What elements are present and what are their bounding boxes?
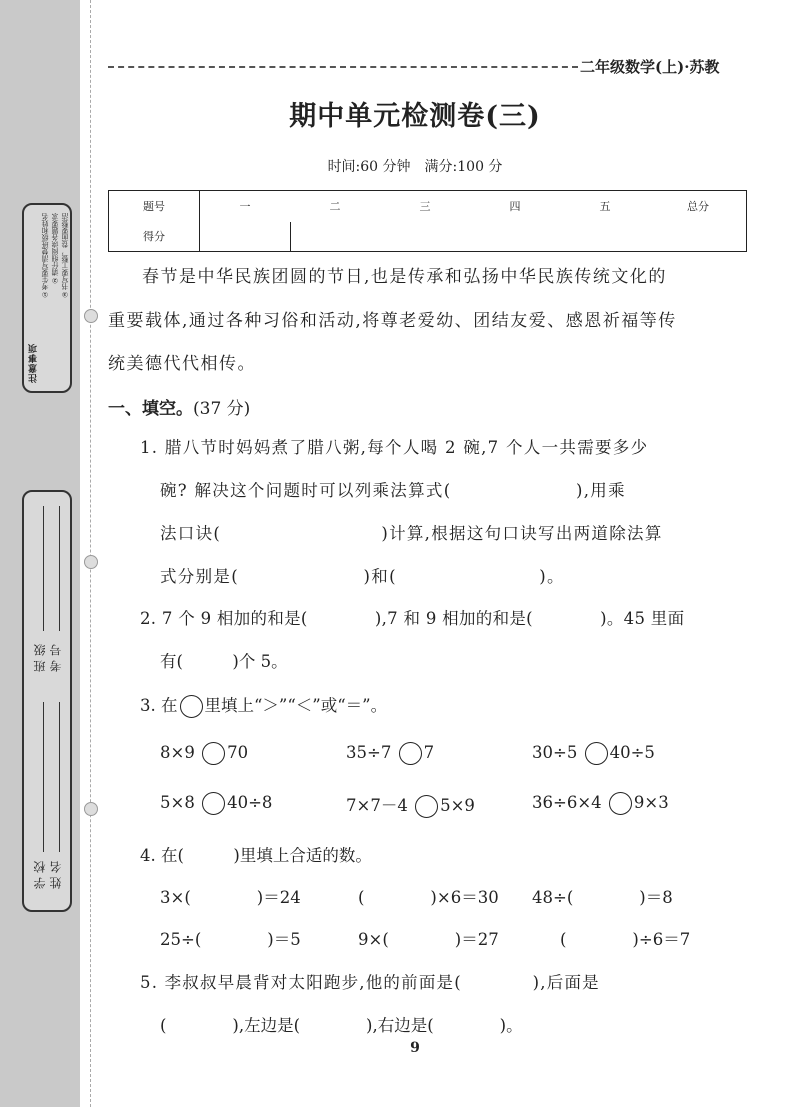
answer-circle-icon [180, 695, 203, 718]
number-label: 考号 [49, 640, 63, 672]
number-line [43, 506, 44, 631]
header-dashed-line [108, 66, 578, 68]
score-col-3: 三 [419, 200, 431, 214]
name-label: 姓名 [49, 857, 63, 889]
notes-line-2: ②请仔细阅读各题要求 [51, 213, 59, 284]
q1-line-1: 1. 腊八节时妈妈煮了腊八粥,每个人喝 2 碗,7 个人一共需要多少 [140, 438, 649, 457]
q3-right: 5×9 [440, 796, 475, 815]
q2-line-2: 有( )个 5。 [160, 652, 288, 671]
q3-right: 9×3 [633, 793, 669, 812]
q3-right: 70 [227, 743, 249, 762]
q3-left: 35÷7 [346, 743, 392, 762]
q4-title: 4. 在( )里填上合适的数。 [140, 846, 372, 865]
score-table [108, 190, 747, 252]
notes-box [22, 203, 72, 393]
binding-hole [84, 555, 98, 569]
student-info-box [22, 490, 72, 912]
section-1-points: (37 分) [193, 399, 251, 419]
q1-line-2: 碗? 解决这个问题时可以列乘法算式( ),用乘 [160, 481, 626, 500]
q3-suffix: 里填上“＞”“＜”或“＝”。 [204, 696, 388, 715]
q4-item: 3×( )＝24 [160, 888, 301, 907]
exam-info: 时间:60 分钟 满分:100 分 [327, 159, 503, 175]
q4-item: 48÷( )＝8 [532, 888, 673, 907]
answer-circle[interactable] [609, 792, 632, 815]
intro-line-1: 春节是中华民族团圆的节日,也是传承和弘扬中华民族传统文化的 [142, 267, 667, 287]
notes-line-3: ③书写要工整，卷面要整洁 [61, 213, 69, 298]
score-cell[interactable] [200, 222, 291, 252]
q3-left: 30÷5 [532, 743, 578, 762]
q3-left: 7×7－4 [346, 796, 408, 815]
school-line [59, 702, 60, 852]
score-col-2: 二 [329, 200, 341, 214]
q3-right: 40÷5 [609, 743, 655, 762]
score-row-label: 得分 [143, 230, 165, 244]
q3-left: 8×9 [160, 743, 195, 762]
q3-prefix: 3. 在 [140, 696, 178, 715]
q3-item [346, 742, 434, 765]
q3-right: 7 [423, 743, 435, 762]
answer-circle[interactable] [202, 792, 225, 815]
score-col-total: 总分 [687, 200, 709, 214]
school-label: 学校 [33, 857, 47, 889]
page-title: 期中单元检测卷(三) [289, 101, 541, 132]
q3-right: 40÷8 [227, 793, 273, 812]
q3-item [532, 742, 655, 765]
answer-circle[interactable] [585, 742, 608, 765]
notes-line-1: ①考生要写清楚班级和姓名 [41, 213, 49, 298]
q4-item: 9×( )＝27 [358, 930, 499, 949]
answer-circle[interactable] [399, 742, 422, 765]
section-1-title: 一、填空。 [108, 399, 193, 419]
q3-left: 5×8 [160, 793, 195, 812]
q2-line-1: 2. 7 个 9 相加的和是( ),7 和 9 相加的和是( )。45 里面 [140, 609, 685, 628]
intro-line-3: 统美德代代相传。 [108, 354, 256, 374]
binding-hole [84, 309, 98, 323]
answer-circle[interactable] [202, 742, 225, 765]
q1-line-4: 式分别是( )和( )。 [160, 567, 565, 586]
name-line [43, 702, 44, 852]
q5-line-2: ( ),左边是( ),右边是( )。 [160, 1016, 523, 1035]
intro-line-2: 重要载体,通过各种习俗和活动,将尊老爱幼、团结友爱、感恩祈福等传 [108, 310, 677, 331]
q3-item [346, 792, 475, 818]
page-number: 9 [410, 1040, 420, 1056]
binding-hole [84, 802, 98, 816]
q3-item [532, 792, 669, 815]
q4-item: ( )×6＝30 [358, 888, 499, 907]
score-col-1: 一 [200, 191, 291, 222]
class-line [59, 506, 60, 631]
intro-paragraph [108, 256, 750, 387]
q3-item [160, 792, 272, 815]
q5-line-1: 5. 李叔叔早晨背对太阳跑步,他的前面是( ),后面是 [140, 973, 600, 992]
q4-item: ( )÷6＝7 [560, 930, 691, 949]
q3-title [140, 692, 387, 718]
class-label: 班级 [33, 640, 47, 672]
q4-item: 25÷( )＝5 [160, 930, 301, 949]
score-col-4: 四 [509, 200, 521, 214]
notes-title: 注意事项 [29, 343, 39, 383]
q1-line-3: 法口诀( )计算,根据这句口诀写出两道除法算 [160, 524, 663, 543]
answer-circle[interactable] [415, 795, 438, 818]
score-col-5: 五 [599, 200, 611, 214]
score-header-label: 题号 [143, 200, 165, 214]
q3-item [160, 742, 248, 765]
q3-left: 36÷6×4 [532, 793, 602, 812]
section-1-heading [108, 394, 250, 419]
book-header: 二年级数学(上)·苏教 [580, 58, 720, 76]
score-cell[interactable] [290, 222, 747, 252]
